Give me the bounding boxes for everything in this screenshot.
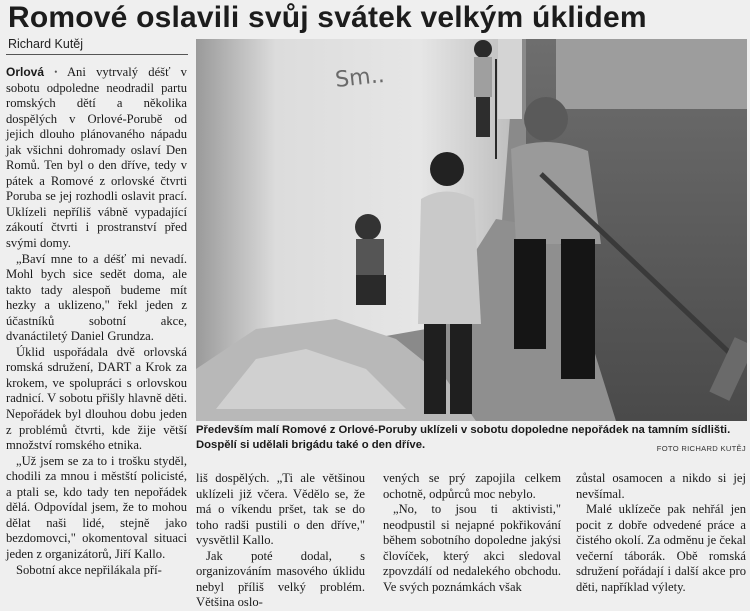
photo-illustration [196,39,747,421]
photo-caption-line-1: Především malí Romové z Orlové-Poruby uklízeli v sobotu dopoledne nepořádek na tamním sídlišti. [196,424,731,436]
byline: Richard Kutěj [8,37,84,51]
col2-paragraph-2: Jak poté dodal, s organizováním masového úklidu nebyl příliš velký problém. Většina oslo- [196,548,365,610]
byline-rule [6,54,188,55]
column-3 [383,471,561,595]
photo-credit: FOTO RICHARD KUTĚJ [656,444,746,453]
dateline-separator: • [54,67,58,77]
paragraph-1-text: Ani vytrvalý déšť v sobotu odpoledne neodradil partu romských dětí a několika dospělých v Orlové-Porubě od jejich dlouho plánovaného nápadu jak všichni dohromady oslaví Den Romů. Ten byl o den dříve, tedy v pátek a Romové z orlovské čtvrti Poruba se jej rozhodli oslavit prací. Uklízeli nepříliš vábně vypadající zákoutí čtvrti i prostranství před svými domy. [6,65,187,251]
paragraph-3: Úklid uspořádala dvě orlovská romská sdružení, DART a Krok za krokem, ve spolupráci s orlovskou radnicí. V sobotu přišly hlavně děti. Nepořádek byl dlouhou dobu jeden z problémů čtvrti, kde žije větší množství romského etnika. [6,344,187,453]
col4-paragraph-2: Malé uklízeče pak nehřál jen pocit z dobře odvedené práce a čistého okolí. Za odměnu je čekal večerní táborák. Obě romská sdružení pořádají i další akce pro děti, například výlety. [576,502,746,594]
photo-caption-line-2: Dospělí si udělali brigádu také o den dříve. [196,438,426,451]
headline: Romové oslavili svůj svátek velkým úklidem [8,1,647,34]
col3-paragraph-2: „No, to jsou ti aktivisti," neodpustil si nejapné pokřikování během sobotního dopoledne jakýsi človíček, který akci sledoval zpovzdálí od nedalekého obchodu. Ve svých poznámkách však [383,502,561,594]
col2-paragraph-1: liš dospělých. „Ti ale většinou uklízeli již včera. Vědělo se, že má o víkendu pršet, tak se do toho radši pustili o den dříve," vysvětlil Kallo. [196,471,365,548]
column-1 [6,65,187,578]
paragraph-5: Sobotní akce nepřilákala pří- [16,562,162,577]
paragraph-1 [6,65,187,252]
photo-graffiti: Sm.. [334,62,386,93]
column-4 [576,471,746,595]
col3-paragraph-1: vených se prý zapojila celkem ochotně, odpůrců moc nebylo. [383,471,561,501]
paragraph-4: „Už jsem se za to i trošku styděl, chodili za mnou i městští policisté, a ptali se, kdo tady ten nepořádek dělá. Odpovídal jsem, že to mohou dělat naši lidé, stejně jako bezdomovci," okomentoval situaci jeden z organizátorů, Jiří Kallo. [6,453,187,561]
dateline-location: Orlová [6,65,45,79]
col4-paragraph-1: zůstal osamocen a nikdo si jej nevšímal. [576,471,746,501]
article-photo [196,39,747,421]
column-2 [196,471,365,611]
paragraph-2: „Baví mne to a déšť mi nevadí. Mohl bych sice sedět doma, ale takto tady alespoň budeme mít hezky a uklizeno," řekl jeden z účastníků sobotní akce, dvanáctiletý Daniel Grundza. [6,251,187,344]
